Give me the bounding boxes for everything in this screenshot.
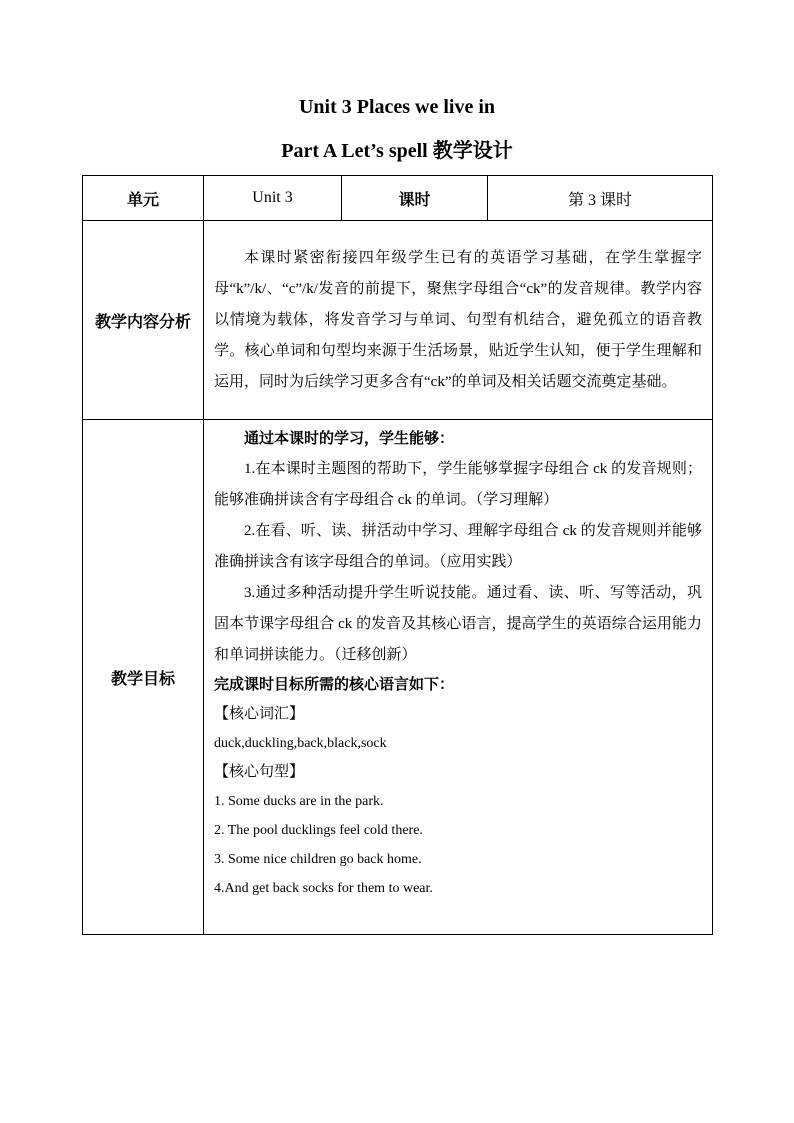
unit-label: 单元 (83, 176, 204, 221)
objectives-intro: 通过本课时的学习，学生能够： (244, 431, 455, 447)
sentence-item: 1. Some ducks are in the park. (214, 794, 384, 809)
objective-item: 2.在看、听、读、拼活动中学习、理解字母组合 ck 的发音规则并能够准确拼读含有该字母组合的单词。（应用实践） (214, 523, 702, 570)
lesson-plan-table (82, 175, 713, 935)
objectives-content (204, 420, 713, 935)
unit-value: Unit 3 (204, 176, 342, 221)
core-language-intro: 完成课时目标所需的核心语言如下： (214, 677, 455, 693)
document-title: Unit 3 Places we live in (298, 96, 496, 118)
analysis-text: 本课时紧密衔接四年级学生已有的英语学习基础，在学生掌握字母“k”/k/、“c”/k/发音的前提下，聚焦字母组合“ck”的发音规律。教学内容以情境为载体，将发音学习与单词、句型有机结合，避免孤立的语音教学。核心单词和句型均来源于生活场景，贴近学生认知，便于学生理解和运用，同时为后续学习更多含有“ck”的单词及相关话题交流奠定基础。 (204, 221, 713, 420)
sentence-item: 4.And get back socks for them to wear. (214, 881, 433, 896)
objective-item: 3.通过多种活动提升学生听说技能。通过看、读、听、写等活动，巩固本节课字母组合 ck 的发音及其核心语言，提高学生的英语综合运用能力和单词拼读能力。（迁移创新） (214, 585, 702, 663)
lesson-value: 第 3 课时 (488, 176, 713, 221)
header-row (83, 176, 713, 221)
objectives-row (83, 420, 713, 935)
vocab-heading: 【核心词汇】 (214, 706, 305, 722)
analysis-label: 教学内容分析 (83, 221, 204, 420)
analysis-row (83, 221, 713, 420)
vocab-list: duck,duckling,back,black,sock (214, 736, 387, 751)
sentence-item: 2. The pool ducklings feel cold there. (214, 823, 423, 838)
objectives-label: 教学目标 (83, 420, 204, 935)
objective-item: 1.在本课时主题图的帮助下，学生能够掌握字母组合 ck 的发音规则；能够准确拼读含有字母组合 ck 的单词。（学习理解） (214, 461, 702, 508)
document-subtitle: Part A Let’s spell 教学设计 (281, 140, 513, 162)
sentence-heading: 【核心句型】 (214, 764, 305, 780)
sentence-item: 3. Some nice children go back home. (214, 852, 422, 867)
lesson-label: 课时 (342, 176, 488, 221)
